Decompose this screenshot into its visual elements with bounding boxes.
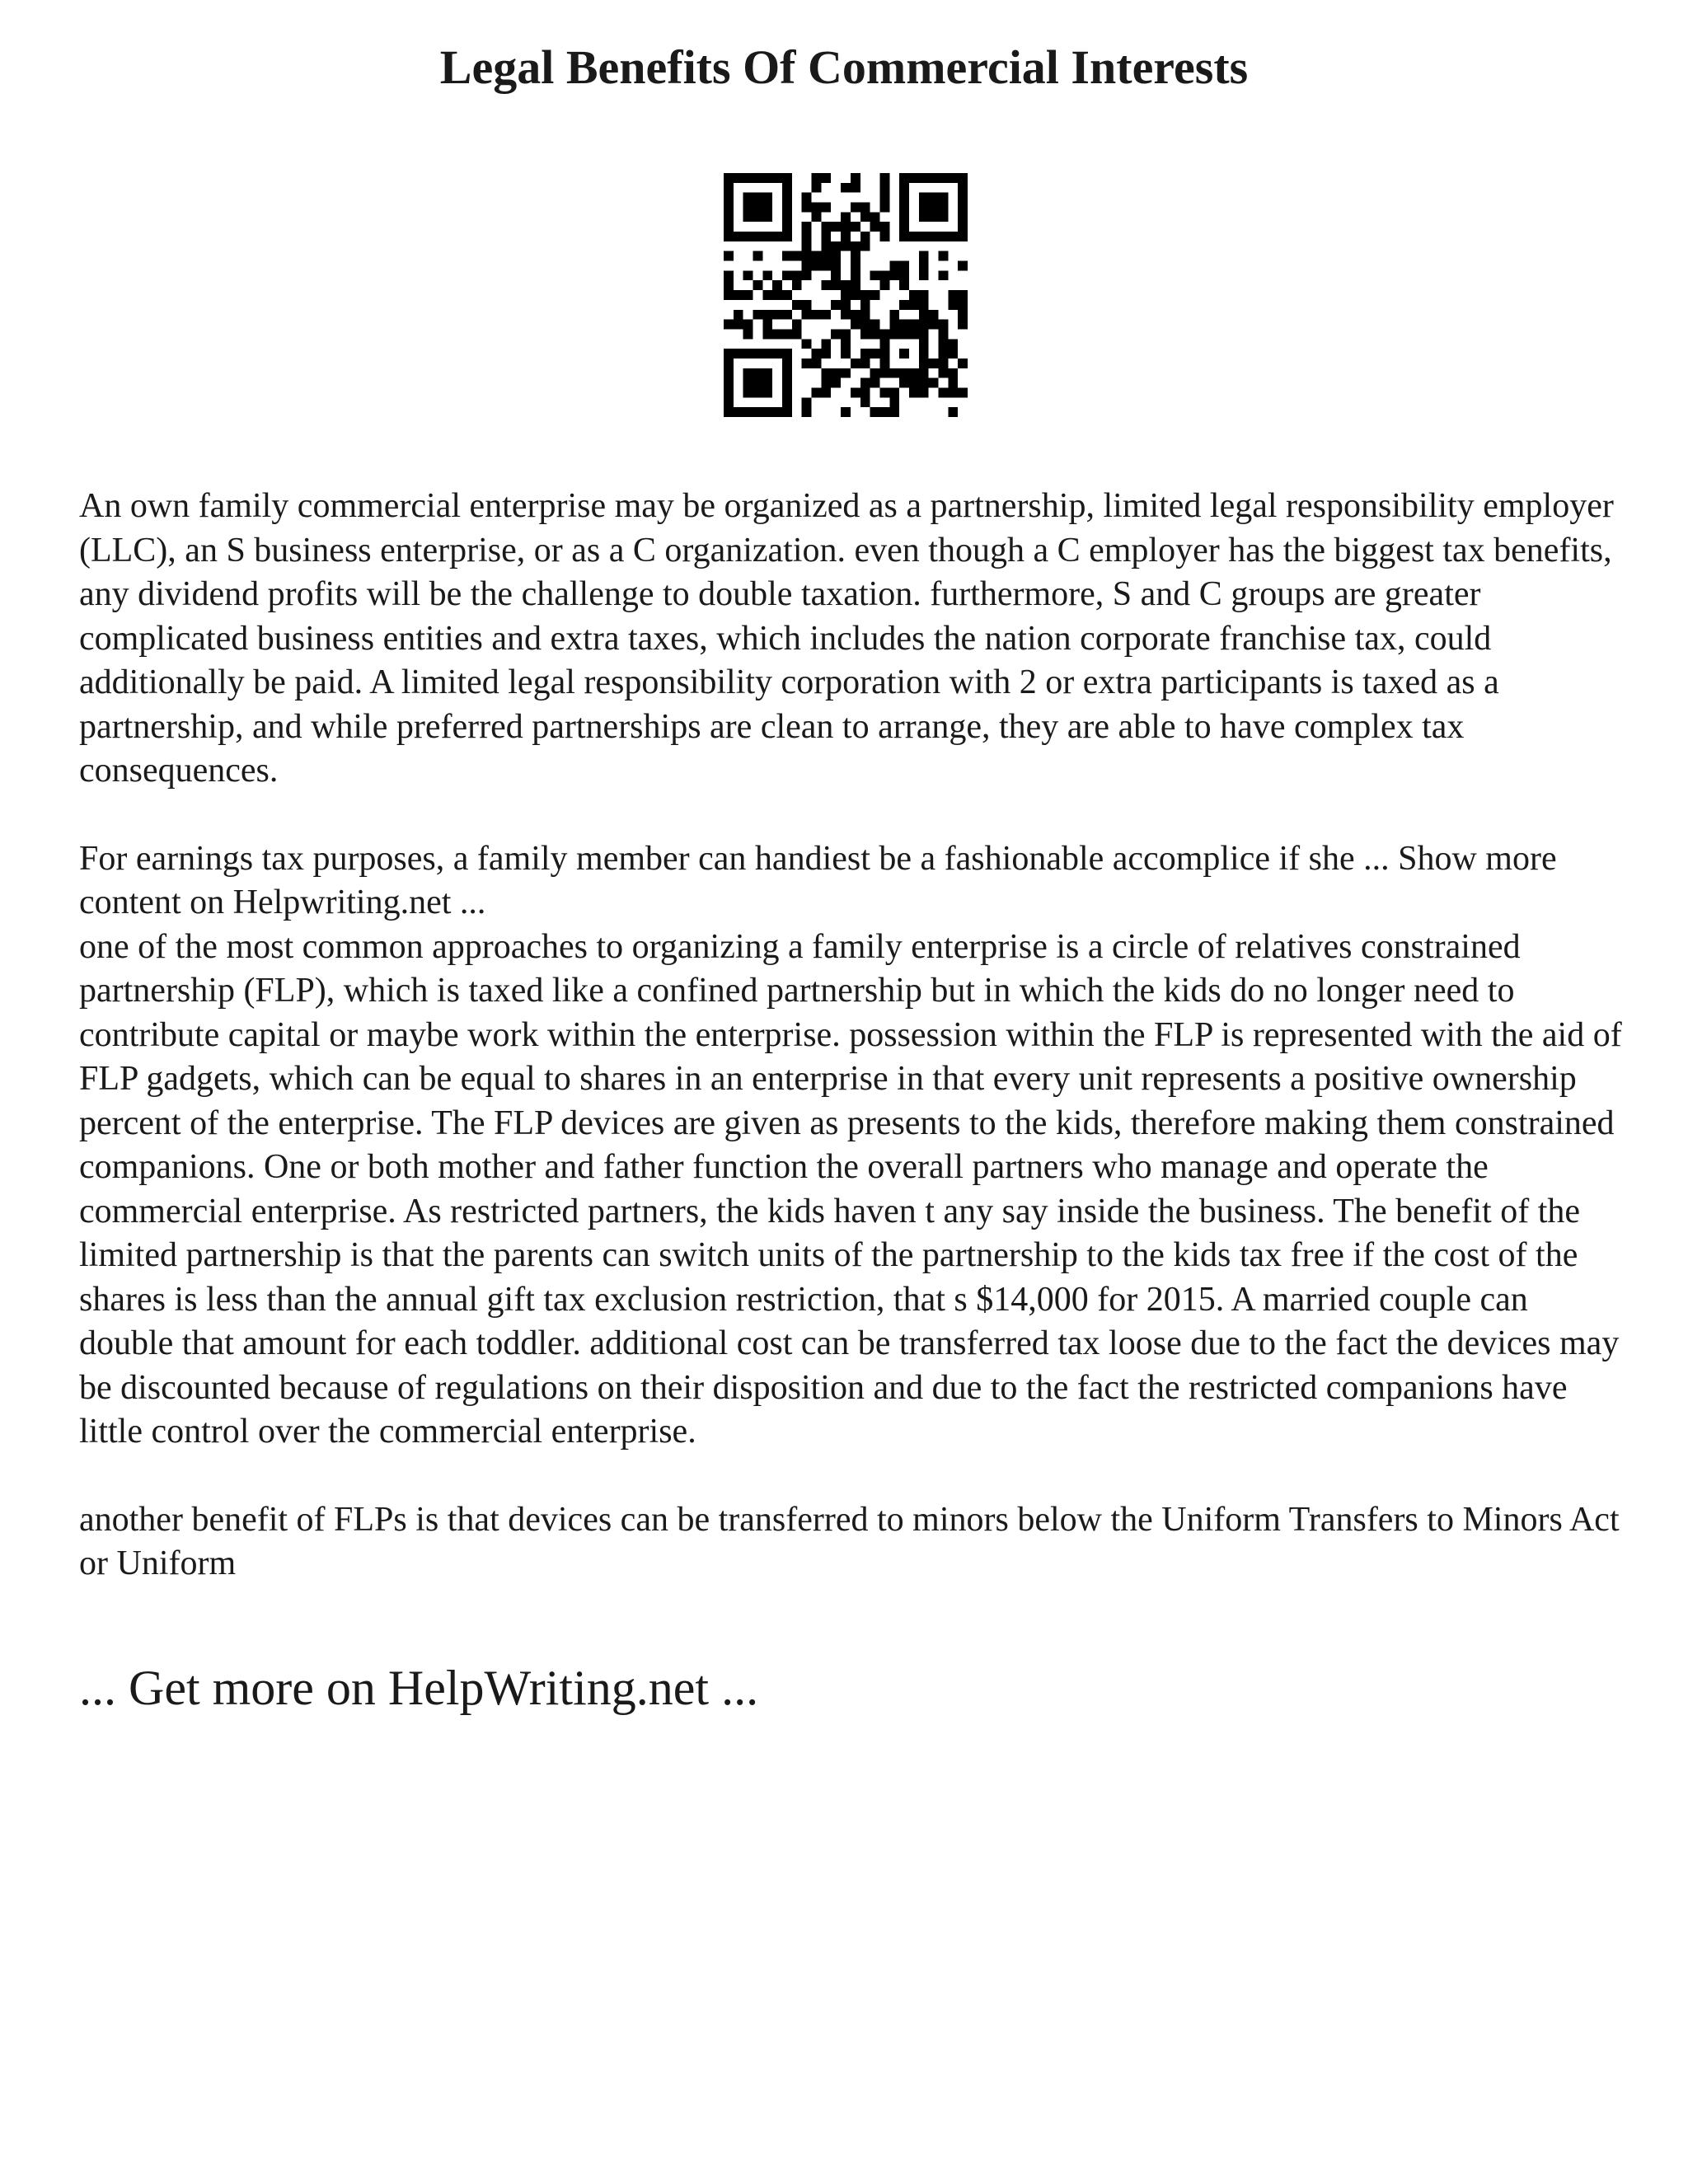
paragraph-1: An own family commercial enterprise may be organized as a partnership, limited legal responsibility employer (LLC), an S business enterprise, or as a C organization. even though a C employer has the biggest tax benefits, any dividend profits will be the challenge to double taxation. furthermore, S and C groups are greater complicated business entities and extra taxes, which includes the nation corporate franchise tax, could additionally be paid. A limited legal responsibility corporation with 2 or extra participants is taxed as a partnership, and while preferred partnerships are clean to arrange, they are able to have complex tax consequences.	[79, 487, 1614, 790]
qr-code-icon	[724, 173, 968, 417]
paragraph-2: For earnings tax purposes, a family member can handiest be a fashionable accomplice if she ... Show more content on Helpwriting.net ...	[79, 839, 1557, 921]
get-more-link[interactable]: ... Get more on HelpWriting.net ...	[79, 1661, 759, 1715]
document-body	[79, 485, 1629, 1586]
document-title: Legal Benefits Of Commercial Interests	[439, 40, 1249, 94]
paragraph-gap	[79, 1455, 1629, 1498]
paragraph-3: one of the most common approaches to organizing a family enterprise is a circle of relatives constrained partnership (FLP), which is taxed like a confined partnership but in which the kids do no longer need to contribute capital or maybe work within the enterprise. possession within the FLP is represented with the aid of FLP gadgets, which can be equal to shares in an enterprise in that every unit represents a positive ownership percent of the enterprise. The FLP devices are given as presents to the kids, therefore making them constrained companions. One or both mother and father function the overall partners who manage and operate the commercial enterprise. As restricted partners, the kids haven t any say inside the business. The benefit of the limited partnership is that the parents can switch units of the partnership to the kids tax free if the cost of the shares is less than the annual gift tax exclusion restriction, that s $14,000 for 2015. A married couple can double that amount for each toddler. additional cost can be transferred tax loose due to the fact the devices may be discounted because of regulations on their disposition and due to the fact the restricted companions have little control over the commercial enterprise.	[79, 927, 1622, 1451]
paragraph-4: another benefit of FLPs is that devices can be transferred to minors below the Uniform Transfers to Minors Act or Uniform	[79, 1500, 1620, 1582]
paragraph-gap	[79, 794, 1629, 837]
